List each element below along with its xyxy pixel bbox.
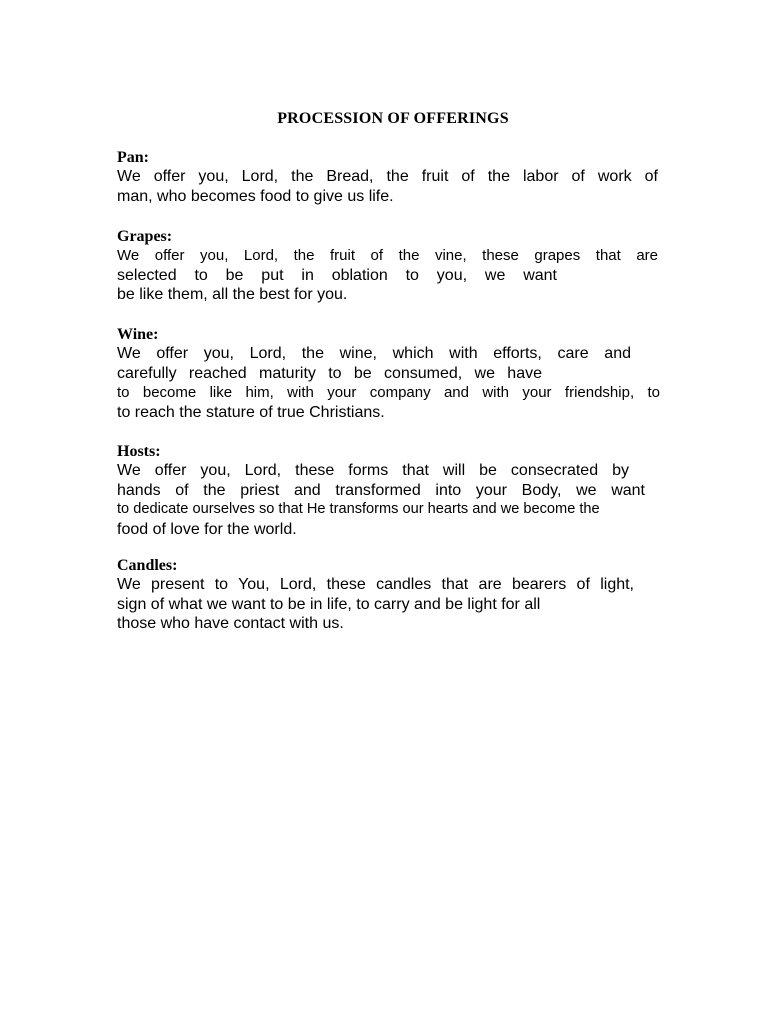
- section-heading: Grapes:: [117, 228, 173, 245]
- section-pan: [117, 149, 658, 206]
- section-heading: Pan:: [117, 149, 149, 166]
- section-line: man, who becomes food to give us life.: [117, 187, 394, 205]
- section-heading: Wine:: [117, 326, 159, 343]
- section-line: sign of what we want to be in life, to carry and be light for all: [117, 595, 541, 613]
- section-line: to reach the stature of true Christians.: [117, 403, 385, 421]
- section-line: be like them, all the best for you.: [117, 286, 348, 303]
- section-line: We offer you, Lord, the Bread, the fruit of the labor of work of: [117, 168, 658, 185]
- section-grapes: [117, 228, 658, 305]
- section-line: food of love for the world.: [117, 520, 297, 538]
- section-line: selected to be put in oblation to you, we want: [117, 266, 557, 284]
- section-line: We present to You, Lord, these candles that are bearers of light,: [117, 576, 634, 593]
- section-line: to dedicate ourselves so that He transforms our hearts and we become the: [117, 501, 600, 517]
- section-line: hands of the priest and transformed into your Body, we want: [117, 481, 645, 499]
- section-heading: Candles:: [117, 557, 178, 574]
- document-title: PROCESSION OF OFFERINGS: [277, 110, 509, 127]
- section-hosts: [117, 443, 658, 539]
- section-line: to become like him, with your company and with your friendship, to: [117, 384, 660, 401]
- section-wine: [117, 326, 658, 422]
- section-line: We offer you, Lord, the fruit of the vine, these grapes that are: [117, 247, 658, 264]
- section-heading: Hosts:: [117, 443, 161, 460]
- section-line: We offer you, Lord, these forms that will be consecrated by: [117, 462, 629, 479]
- section-candles: [117, 557, 658, 634]
- section-line: those who have contact with us.: [117, 615, 344, 632]
- section-line: carefully reached maturity to be consumed, we have: [117, 364, 542, 382]
- section-line: We offer you, Lord, the wine, which with efforts, care and: [117, 345, 631, 362]
